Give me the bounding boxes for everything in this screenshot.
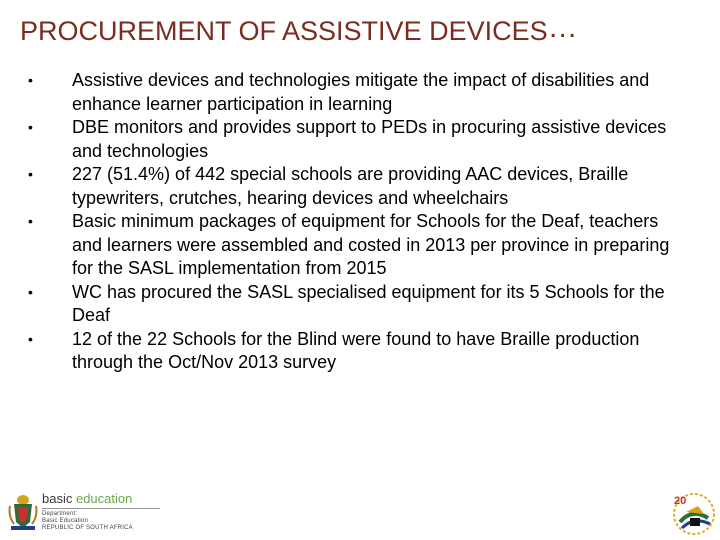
bullet-item xyxy=(28,281,678,328)
coat-of-arms-icon xyxy=(8,492,38,532)
bullet-icon: • xyxy=(28,166,33,182)
brand-line-3: REPUBLIC OF SOUTH AFRICA xyxy=(42,525,133,531)
bullet-item xyxy=(28,210,678,281)
emblem-digit: 20 xyxy=(674,495,687,507)
bullet-text: 12 of the 22 Schools for the Blind were found to have Braille production through the Oct/Nov 2013 survey xyxy=(72,328,640,372)
department-logo xyxy=(6,490,166,536)
brand-name xyxy=(42,492,160,506)
brand-divider xyxy=(42,508,160,509)
bullet-item xyxy=(28,116,678,163)
bullet-icon: • xyxy=(28,283,33,300)
bullet-text: WC has procured the SASL specialised equipment for its 5 Schools for the Deaf xyxy=(72,281,665,325)
bullet-icon: • xyxy=(28,213,33,229)
brand-line-2: Basic Education xyxy=(42,518,89,524)
page-title-text: PROCUREMENT OF ASSISTIVE DEVICES xyxy=(20,16,548,46)
bullet-text: DBE monitors and provides support to PEDs in procuring assistive devices and technologies xyxy=(72,117,667,161)
bullet-item xyxy=(28,69,678,116)
bullet-item xyxy=(28,163,678,210)
anniversary-emblem-icon xyxy=(668,488,716,536)
bullet-icon: • xyxy=(28,330,33,347)
brand-block xyxy=(42,492,160,532)
brand-line-1: Department: xyxy=(42,511,78,517)
title-ellipsis: … xyxy=(547,11,579,44)
bullet-text: Basic minimum packages of equipment for Schools for the Deaf, teachers and learners were assembled and costed in 2013 per province in preparing for the SASL implementation from 2015 xyxy=(72,211,670,278)
bullet-icon: • xyxy=(28,72,33,88)
page-title xyxy=(20,11,579,48)
bullet-icon: • xyxy=(28,119,33,135)
bullet-text: Assistive devices and technologies mitigate the impact of disabilities and enhance learner participation in learning xyxy=(72,70,650,114)
bullet-item xyxy=(28,328,678,375)
brand-name-part2: education xyxy=(72,491,133,506)
bullet-list xyxy=(28,69,678,375)
bullet-text: 227 (51.4%) of 442 special schools are providing AAC devices, Braille typewriters, crutches, hearing devices and wheelchairs xyxy=(72,164,629,208)
brand-name-part1: basic xyxy=(42,491,73,506)
